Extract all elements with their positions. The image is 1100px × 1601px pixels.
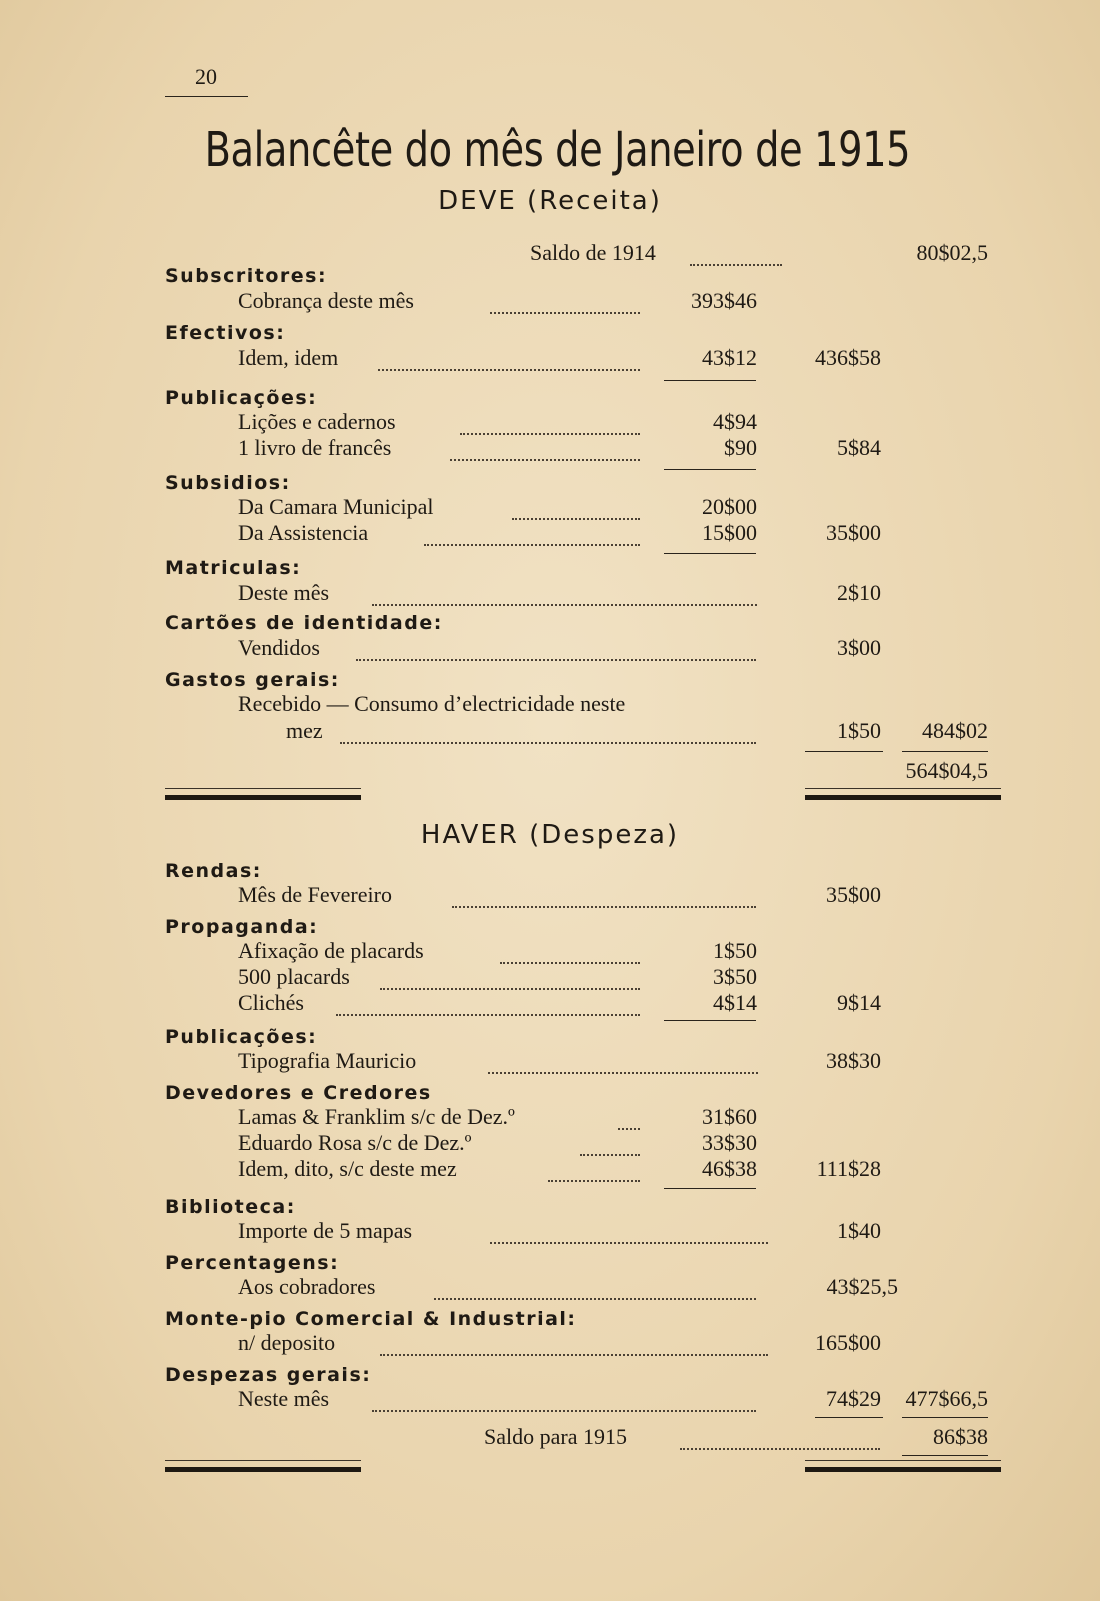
subtotal-rule — [664, 1188, 756, 1189]
publicacoes-row-2 — [0, 435, 1100, 465]
propaganda-heading: Propaganda: — [165, 916, 319, 938]
efectivos-heading: Efectivos: — [165, 322, 286, 344]
despezas-amount: 74$29 — [826, 1386, 881, 1411]
rendas-row — [0, 882, 1100, 912]
leader-dots — [548, 1160, 640, 1182]
subsidios-row-2 — [0, 520, 1100, 550]
rendas-heading: Rendas: — [165, 860, 262, 882]
cartoes-amount: 3$00 — [837, 635, 881, 660]
cartoes-heading: Cartões de identidade: — [165, 612, 443, 634]
efectivos-subtotal: 436$58 — [815, 345, 881, 370]
gastos-line1: Recebido — Consumo d’electricidade neste — [238, 691, 626, 716]
leader-dots — [690, 244, 782, 266]
haver-saldo-row — [0, 1424, 1100, 1454]
leader-dots — [424, 524, 640, 546]
leader-dots — [380, 1334, 768, 1356]
biblioteca-label: Importe de 5 mapas — [238, 1218, 413, 1243]
matriculas-heading: Matriculas: — [165, 557, 302, 579]
section-rule — [165, 795, 361, 800]
page-number-rule — [165, 96, 248, 97]
publicacoes-heading: Publicações: — [165, 387, 318, 409]
leader-dots — [372, 584, 757, 606]
section-rule — [165, 1467, 361, 1472]
subscritores-heading: Subscritores: — [165, 265, 328, 287]
subtotal-rule — [664, 553, 756, 554]
subsidios-row1-label: Da Camara Municipal — [238, 494, 434, 519]
page-title: Balancête do mês de Janeiro de 1915 — [204, 122, 911, 178]
devedores-row2-amount: 33$30 — [702, 1130, 757, 1155]
rendas-amount: 35$00 — [826, 882, 881, 907]
leader-dots — [460, 413, 640, 435]
montepio-label: n/ deposito — [238, 1330, 336, 1355]
deve-subtotal: 484$02 — [922, 718, 988, 743]
deve-saldo-value: 80$02,5 — [916, 240, 988, 265]
deve-total-row — [0, 758, 1100, 788]
montepio-heading: Monte-pio Comercial & Industrial: — [165, 1308, 577, 1330]
haver-publicacoes-row — [0, 1048, 1100, 1078]
leader-dots — [340, 722, 756, 744]
section-rule — [805, 1467, 1001, 1472]
biblioteca-row — [0, 1218, 1100, 1248]
section-rule — [165, 1460, 361, 1461]
devedores-row1-label: Lamas & Franklim s/c de Dez.º — [238, 1104, 515, 1129]
percentagens-heading: Percentagens: — [165, 1252, 340, 1274]
leader-dots — [378, 349, 640, 371]
subtotal-rule — [664, 1020, 756, 1021]
haver-publicacoes-heading: Publicações: — [165, 1026, 318, 1048]
devedores-subtotal: 111$28 — [816, 1156, 881, 1181]
gastos-row-2 — [0, 718, 1100, 748]
subscritores-amount: 393$46 — [691, 288, 757, 313]
haver-saldo-value: 86$38 — [933, 1424, 988, 1449]
leader-dots — [500, 942, 640, 964]
publicacoes-row1-amount: 4$94 — [713, 409, 757, 434]
devedores-row2-label: Eduardo Rosa s/c de Dez.º — [238, 1130, 472, 1155]
leader-dots — [450, 439, 640, 461]
matriculas-amount: 2$10 — [837, 580, 881, 605]
page-number: 20 — [195, 64, 217, 89]
section-rule — [805, 788, 1001, 789]
column-rule — [902, 1417, 988, 1418]
montepio-row — [0, 1330, 1100, 1360]
subtotal-rule — [664, 380, 756, 381]
leader-dots — [380, 968, 640, 990]
subsidios-row2-label: Da Assistencia — [238, 520, 369, 545]
deve-total: 564$04,5 — [905, 758, 988, 783]
despezas-label: Neste mês — [238, 1386, 330, 1411]
gastos-row-1 — [0, 691, 1100, 721]
subscritores-row — [0, 288, 1100, 318]
leader-dots — [452, 886, 756, 908]
devedores-row3-label: Idem, dito, s/c deste mez — [238, 1156, 457, 1181]
column-rule — [815, 1417, 883, 1418]
propaganda-row3-amount: 4$14 — [713, 990, 757, 1015]
leader-dots — [490, 292, 640, 314]
propaganda-row-3 — [0, 990, 1100, 1020]
gastos-amount: 1$50 — [837, 718, 881, 743]
leader-dots — [434, 1278, 756, 1300]
biblioteca-heading: Biblioteca: — [165, 1196, 296, 1218]
percentagens-amount: 43$25,5 — [826, 1274, 898, 1299]
devedores-row-3 — [0, 1156, 1100, 1186]
gastos-heading: Gastos gerais: — [165, 669, 340, 691]
publicacoes-row1-label: Lições e cadernos — [238, 409, 396, 434]
efectivos-label: Idem, idem — [238, 345, 339, 370]
haver-publicacoes-label: Tipografia Mauricio — [238, 1048, 417, 1073]
haver-publicacoes-amount: 38$30 — [826, 1048, 881, 1073]
biblioteca-amount: 1$40 — [837, 1218, 881, 1243]
leader-dots — [618, 1108, 640, 1130]
propaganda-row1-label: Afixação de placards — [238, 938, 424, 963]
subsidios-row1-amount: 20$00 — [702, 494, 757, 519]
deve-heading: DEVE (Receita) — [438, 186, 662, 216]
haver-heading: HAVER (Despeza) — [420, 820, 680, 850]
percentagens-row — [0, 1274, 1100, 1304]
leader-dots — [488, 1052, 758, 1074]
matriculas-row — [0, 580, 1100, 610]
haver-saldo-label: Saldo para 1915 — [484, 1424, 627, 1449]
gastos-line2: mez — [286, 718, 323, 743]
leader-dots — [356, 639, 756, 661]
deve-saldo-label: Saldo de 1914 — [530, 240, 656, 265]
propaganda-subtotal: 9$14 — [837, 990, 881, 1015]
subscritores-label: Cobrança deste mês — [238, 288, 414, 313]
propaganda-row1-amount: 1$50 — [713, 938, 757, 963]
column-rule — [902, 751, 988, 752]
despezas-row — [0, 1386, 1100, 1416]
propaganda-row3-label: Clichés — [238, 990, 304, 1015]
subsidios-subtotal: 35$00 — [826, 520, 881, 545]
leader-dots — [680, 1428, 880, 1450]
publicacoes-row2-amount: $90 — [724, 435, 757, 460]
cartoes-row — [0, 635, 1100, 665]
haver-subtotal: 477$66,5 — [905, 1386, 988, 1411]
section-rule — [165, 788, 361, 789]
subsidios-heading: Subsidios: — [165, 472, 291, 494]
column-rule — [805, 751, 883, 752]
leader-dots — [490, 1222, 768, 1244]
efectivos-amount: 43$12 — [702, 345, 757, 370]
leader-dots — [372, 1390, 756, 1412]
matriculas-label: Deste mês — [238, 580, 330, 605]
section-rule — [805, 1460, 1001, 1461]
publicacoes-row2-label: 1 livro de francês — [238, 435, 392, 460]
column-rule — [902, 1455, 988, 1456]
montepio-amount: 165$00 — [815, 1330, 881, 1355]
leader-dots — [512, 498, 640, 520]
cartoes-label: Vendidos — [238, 635, 320, 660]
devedores-row3-amount: 46$38 — [702, 1156, 757, 1181]
subsidios-row2-amount: 15$00 — [702, 520, 757, 545]
propaganda-row2-amount: 3$50 — [713, 964, 757, 989]
propaganda-row2-label: 500 placards — [238, 964, 350, 989]
percentagens-label: Aos cobradores — [238, 1274, 376, 1299]
section-rule — [805, 795, 1001, 800]
leader-dots — [580, 1134, 640, 1156]
efectivos-row — [0, 345, 1100, 375]
leader-dots — [336, 994, 640, 1016]
rendas-label: Mês de Fevereiro — [238, 882, 392, 907]
despezas-heading: Despezas gerais: — [165, 1364, 372, 1386]
devedores-row1-amount: 31$60 — [702, 1104, 757, 1129]
publicacoes-subtotal: 5$84 — [837, 435, 881, 460]
subtotal-rule — [664, 469, 756, 470]
devedores-heading: Devedores e Credores — [165, 1082, 432, 1104]
